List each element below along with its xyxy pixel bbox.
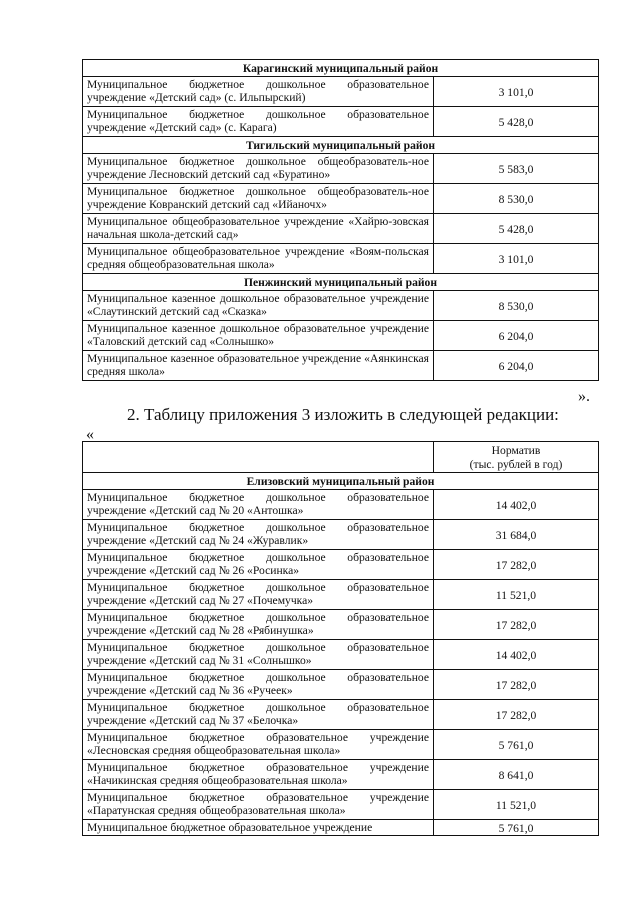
institution-name: Муниципальное казенное дошкольное образовательное учреждение «Таловский детский сад «Солнышко» [83, 321, 434, 351]
institution-name: Муниципальное бюджетное дошкольное общеобразователь-ное учреждение Ковранский детский сад «Ийаночх» [83, 184, 434, 214]
table-row [83, 700, 599, 730]
norm-value: 8 641,0 [434, 760, 599, 790]
institution-name: Муниципальное бюджетное дошкольное образовательное учреждение «Детский сад № 27 «Почемучка» [83, 580, 434, 610]
norm-value: 3 101,0 [434, 77, 599, 107]
header-norm-unit: (тыс. рублей в год) [469, 458, 563, 471]
institution-name: Муниципальное бюджетное образовательное учреждение «Лесновская средняя общеобразовательная школа» [83, 730, 434, 760]
institution-name: Муниципальное казенное дошкольное образовательное учреждение «Слаутинский детский сад «Сказка» [83, 291, 434, 321]
institution-name: Муниципальное бюджетное образовательное учреждение «Начикинская средняя общеобразовательная школа» [83, 760, 434, 790]
table-row [83, 214, 599, 244]
section-header-row [83, 274, 599, 291]
header-norm-label: Норматив [491, 444, 541, 457]
norm-value: 17 282,0 [434, 670, 599, 700]
institution-name: Муниципальное бюджетное дошкольное образовательное учреждение «Детский сад № 26 «Росинка» [83, 550, 434, 580]
table-row [83, 291, 599, 321]
institution-name: Муниципальное бюджетное дошкольное образовательное учреждение «Детский сад № 36 «Ручеек» [83, 670, 434, 700]
table-row [83, 820, 599, 836]
closing-quote: ». [578, 388, 590, 405]
norm-value: 5 761,0 [434, 730, 599, 760]
norm-value: 17 282,0 [434, 610, 599, 640]
opening-quote: « [86, 426, 94, 443]
table-row [83, 351, 599, 381]
norm-value: 5 583,0 [434, 154, 599, 184]
norm-value: 31 684,0 [434, 520, 599, 550]
norm-value: 14 402,0 [434, 490, 599, 520]
norm-value: 5 761,0 [434, 820, 599, 836]
table-row [83, 760, 599, 790]
norms-table-appendix-3 [82, 441, 599, 836]
institution-name: Муниципальное бюджетное дошкольное образовательное учреждение «Детский сад № 37 «Белочка» [83, 700, 434, 730]
table-row [83, 580, 599, 610]
table-row [83, 790, 599, 820]
table-row [83, 184, 599, 214]
section-title: Карагинский муниципальный район [83, 60, 599, 77]
institution-name: Муниципальное бюджетное образовательное учреждение [83, 820, 434, 836]
table-row [83, 77, 599, 107]
norm-value: 6 204,0 [434, 321, 599, 351]
header-name-cell [83, 442, 434, 473]
section-header-row [83, 137, 599, 154]
table-row [83, 670, 599, 700]
table-row [83, 730, 599, 760]
table-row [83, 321, 599, 351]
institution-name: Муниципальное бюджетное образовательное учреждение «Паратунская средняя общеобразовательная школа» [83, 790, 434, 820]
table-row [83, 640, 599, 670]
institution-name: Муниципальное бюджетное дошкольное образовательное учреждение «Детский сад № 31 «Солнышко» [83, 640, 434, 670]
section-header-row [83, 473, 599, 490]
norm-value: 8 530,0 [434, 184, 599, 214]
institution-name: Муниципальное бюджетное дошкольное образовательное учреждение «Детский сад № 28 «Рябинушка» [83, 610, 434, 640]
norm-value: 6 204,0 [434, 351, 599, 381]
institution-name: Муниципальное казенное образовательное учреждение «Аянкинская средняя школа» [83, 351, 434, 381]
institution-name: Муниципальное бюджетное дошкольное образовательное учреждение «Детский сад № 24 «Журавлик» [83, 520, 434, 550]
header-row [83, 442, 599, 473]
amendment-paragraph: 2. Таблицу приложения 3 изложить в следующей редакции: [127, 405, 559, 424]
institution-name: Муниципальное общеобразовательное учреждение «Хайрю-зовская начальная школа-детский сад» [83, 214, 434, 244]
institution-name: Муниципальное общеобразовательное учреждение «Воям-польская средняя общеобразовательная школа» [83, 244, 434, 274]
section-header-row [83, 60, 599, 77]
table-row [83, 107, 599, 137]
table-row [83, 520, 599, 550]
institution-name: Муниципальное бюджетное дошкольное образовательное учреждение «Детский сад» (с. Карага) [83, 107, 434, 137]
norm-value: 11 521,0 [434, 580, 599, 610]
table-row [83, 154, 599, 184]
table-row [83, 244, 599, 274]
norm-value: 5 428,0 [434, 107, 599, 137]
section-title: Пенжинский муниципальный район [83, 274, 599, 291]
institution-name: Муниципальное бюджетное дошкольное общеобразователь-ное учреждение Лесновский детский сад «Буратино» [83, 154, 434, 184]
norms-table-continued [82, 59, 599, 381]
norm-value: 8 530,0 [434, 291, 599, 321]
section-title: Тигильский муниципальный район [83, 137, 599, 154]
table-row [83, 490, 599, 520]
norm-value: 14 402,0 [434, 640, 599, 670]
institution-name: Муниципальное бюджетное дошкольное образовательное учреждение «Детский сад № 20 «Антошка» [83, 490, 434, 520]
norm-value: 11 521,0 [434, 790, 599, 820]
norm-value: 17 282,0 [434, 550, 599, 580]
norm-value: 3 101,0 [434, 244, 599, 274]
table-row [83, 550, 599, 580]
norm-value: 17 282,0 [434, 700, 599, 730]
header-norm-cell [434, 442, 599, 473]
section-title: Елизовский муниципальный район [83, 473, 599, 490]
institution-name: Муниципальное бюджетное дошкольное образовательное учреждение «Детский сад» (с. Ильпырский) [83, 77, 434, 107]
table-row [83, 610, 599, 640]
norm-value: 5 428,0 [434, 214, 599, 244]
